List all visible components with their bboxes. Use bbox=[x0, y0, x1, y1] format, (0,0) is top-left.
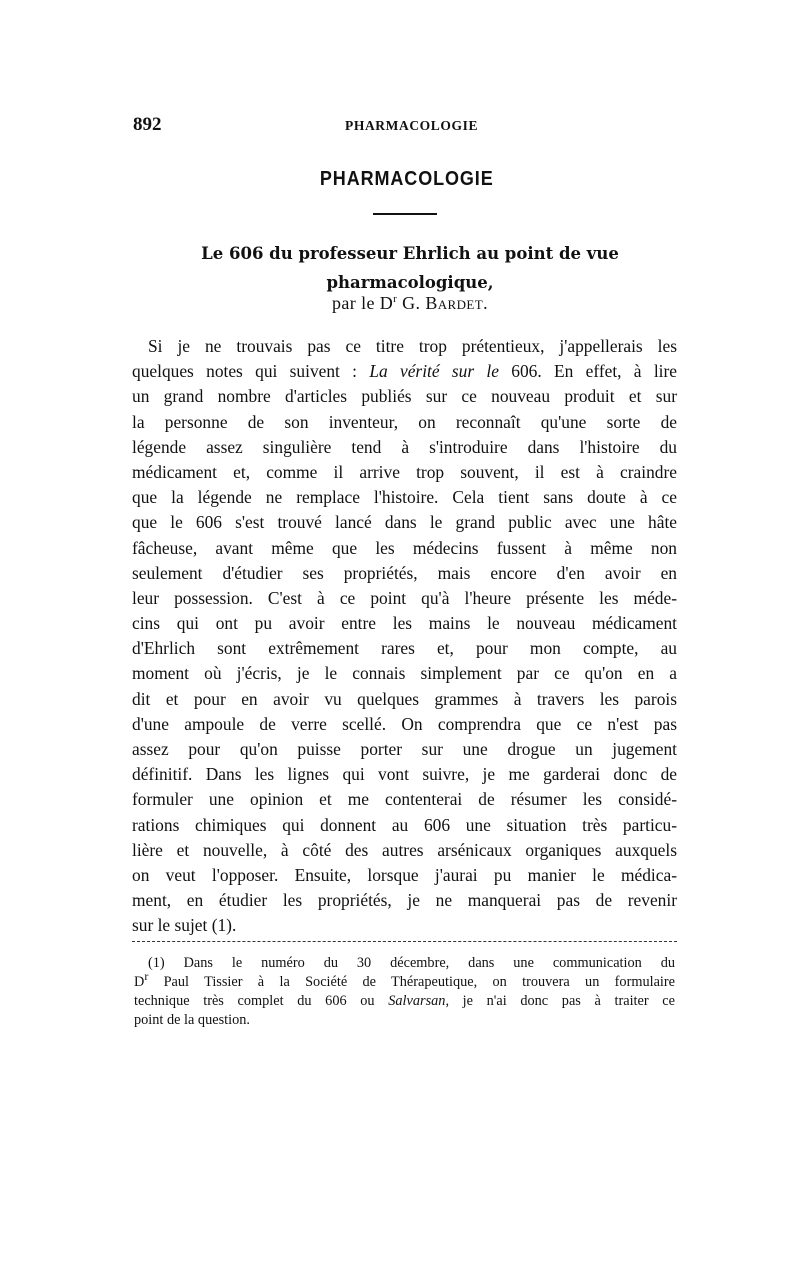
body-line: d'Ehrlich sont extrêmement rares et, pour mon compte, au bbox=[132, 638, 677, 659]
byline-prefix: par le D bbox=[331, 293, 394, 313]
body-line: définitif. Dans les lignes qui vont suivre, je me garderai donc de bbox=[132, 764, 677, 785]
footnote bbox=[134, 954, 675, 1030]
body-line: fâcheuse, avant même que les médecins fussent à même non bbox=[132, 537, 677, 558]
byline bbox=[200, 293, 620, 314]
body-text bbox=[132, 334, 677, 939]
body-line: seulement d'étudier ses propriétés, mais encore d'en avoir en bbox=[132, 562, 677, 583]
body-italic: La vérité sur le bbox=[369, 361, 499, 382]
footnote-line bbox=[134, 992, 675, 1011]
body-line: assez pour qu'on puisse porter sur une drogue un jugement bbox=[132, 739, 677, 759]
body-line: cins qui ont pu avoir entre les mains le nouveau médicament bbox=[132, 613, 677, 634]
body-line: un grand nombre d'articles publiés sur ce nouveau produit et sur bbox=[132, 386, 677, 407]
body-line: d'une ampoule de verre scellé. On comprendra que ce n'est pas bbox=[132, 713, 677, 734]
article-heading-line-1: Le 606 du professeur Ehrlich au point de vue bbox=[201, 244, 619, 263]
footnote-salvarsan: Salvarsan bbox=[388, 993, 446, 1009]
footnote-line: (1) Dans le numéro du 30 décembre, dans une communication du bbox=[148, 955, 675, 971]
body-line: ment, en étudier les propriétés, je ne manquerai pas de revenir bbox=[132, 890, 677, 911]
footnote-line2-rest: Paul Tissier à la Société de Thérapeutique, on trouvera un formulaire bbox=[148, 974, 675, 990]
body-line: formuler une opinion et me contenterai de résumer les considé- bbox=[132, 789, 677, 810]
footnote-line3-prefix: technique très complet du 606 ou bbox=[134, 993, 389, 1009]
body-line: que la légende ne remplace l'histoire. Cela tient sans doute à ce bbox=[132, 487, 677, 508]
body-line: la personne de son inventeur, on reconnaît qu'une sorte de bbox=[132, 411, 677, 432]
body-line: que le 606 s'est trouvé lancé dans le grand public avec une hâte bbox=[132, 512, 677, 533]
body-line: moment où j'écris, je le connais simplement par ce qu'on en a bbox=[132, 663, 677, 684]
byline-sup: r bbox=[393, 293, 398, 305]
footnote-dr: D bbox=[134, 974, 145, 990]
body-line-suffix: 606. En effet, à lire bbox=[498, 361, 677, 382]
body-line-last: sur le sujet (1). bbox=[132, 915, 237, 936]
footnote-line3-rest: , je n'ai donc pas à traiter ce bbox=[445, 993, 675, 1009]
body-line bbox=[132, 359, 677, 384]
footnote-line bbox=[134, 969, 675, 992]
section-title: PHARMACOLOGIE bbox=[319, 168, 494, 190]
body-line-prefix: quelques notes qui suivent : bbox=[132, 361, 370, 382]
page-number: 892 bbox=[133, 114, 162, 135]
footnote-dr-sup: r bbox=[144, 969, 149, 984]
body-line: légende assez singulière tend à s'introduire dans l'histoire du bbox=[132, 436, 677, 457]
running-title: PHARMACOLOGIE bbox=[345, 118, 479, 133]
body-line: Si je ne trouvais pas ce titre trop prétentieux, j'appellerais les bbox=[148, 336, 677, 356]
article-heading-line-2: pharmacologique, bbox=[326, 273, 494, 292]
body-line: lière et nouvelle, à côté des autres arsénicaux organiques auxquels bbox=[132, 839, 677, 860]
running-head bbox=[133, 114, 676, 142]
body-line: rations chimiques qui donnent au 606 une situation très particu- bbox=[132, 814, 677, 835]
byline-author: G. Bardet. bbox=[402, 293, 488, 313]
body-line: dit et pour en avoir vu quelques grammes à travers les parois bbox=[132, 688, 677, 709]
body-line: leur possession. C'est à ce point qu'à l'heure présente les méde- bbox=[132, 587, 677, 608]
body-line: on veut l'opposer. Ensuite, lorsque j'aurai pu manier le médica- bbox=[132, 864, 677, 885]
article-heading bbox=[170, 239, 650, 297]
body-line: médicament et, comme il arrive trop souvent, il est à craindre bbox=[132, 461, 677, 482]
title-rule bbox=[373, 213, 437, 215]
footnote-rule bbox=[132, 941, 677, 943]
footnote-line-last: point de la question. bbox=[134, 1012, 250, 1028]
